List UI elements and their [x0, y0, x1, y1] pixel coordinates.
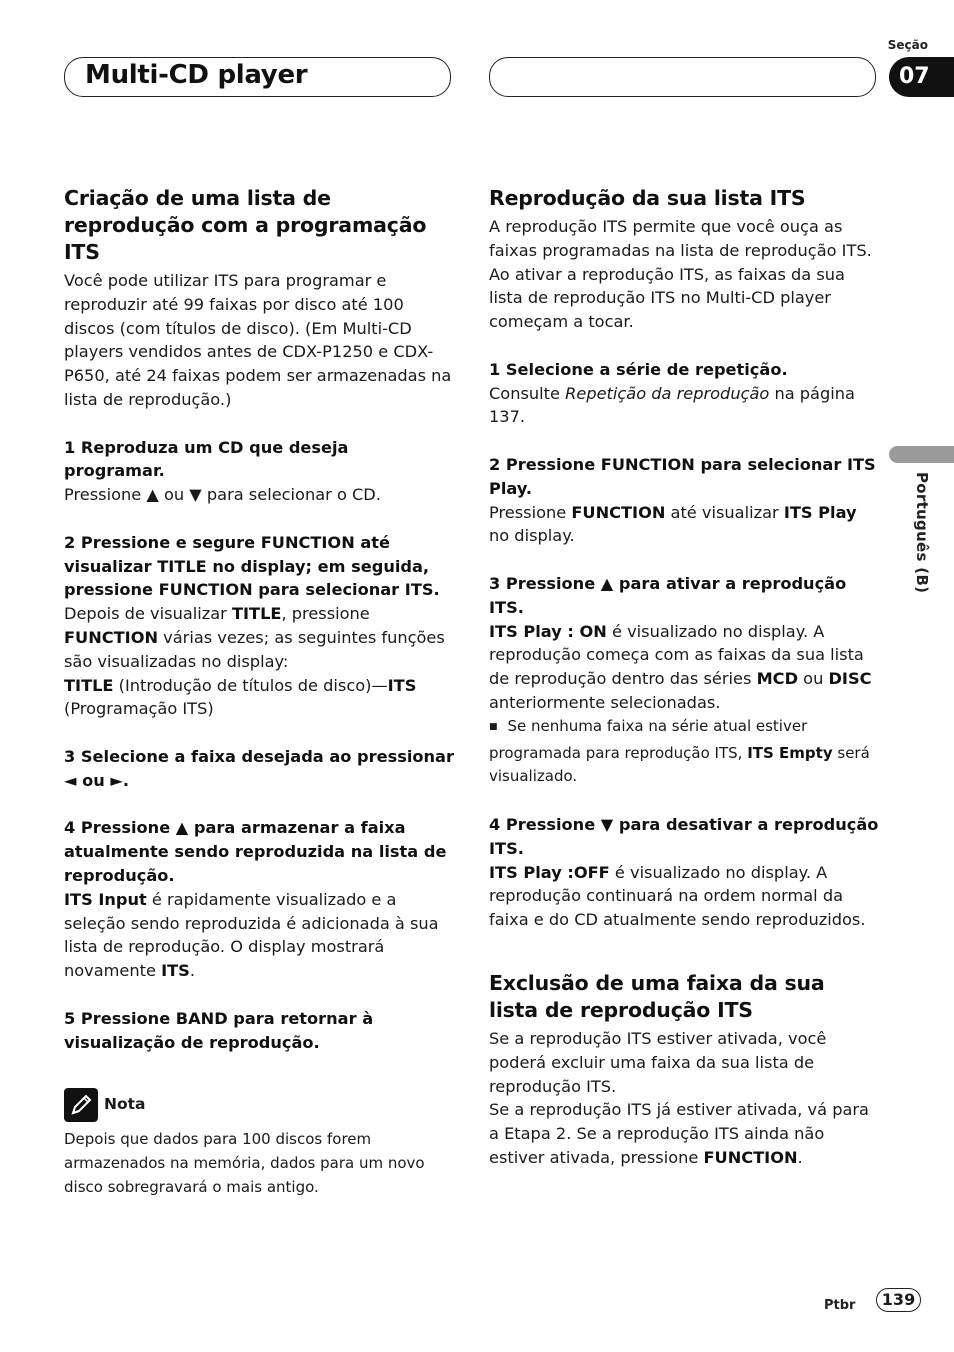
- step-3-body: ITS Play : ON é visualizado no display. A reprodução começa com as faixas da sua lista de reprodução dentro das séries MCD ou DISC anteriormente selecionadas.: [489, 621, 872, 712]
- section-number-badge: 07: [889, 57, 954, 97]
- language-label: Português (B): [913, 472, 931, 594]
- page-title: Multi-CD player: [85, 60, 308, 90]
- section-heading-playback: Reprodução da sua lista ITS: [489, 186, 806, 210]
- language-code: Ptbr: [824, 1298, 856, 1313]
- right-column: [489, 185, 879, 1170]
- bullet-note: ■ Se nenhuma faixa na série atual estiver programada para reprodução ITS, ITS Empty será visualizado.: [489, 715, 879, 789]
- intro-paragraph: A reprodução ITS permite que você ouça as faixas programadas na lista de reprodução ITS. Ao ativar a reprodução ITS, as faixas da sua lista de reprodução ITS no Multi-CD player começam a tocar.: [489, 217, 872, 332]
- title-pill: [64, 57, 451, 97]
- language-tab-marker: [889, 446, 954, 463]
- page-number: 139: [876, 1288, 921, 1312]
- up-arrow-icon: ▲: [146, 485, 159, 505]
- step-3-heading: 3 Selecione a faixa desejada ao pressionar ◄ ou ►.: [64, 746, 454, 790]
- step-4-heading: 4 Pressione ▼ para desativar a reprodução ITS.: [489, 814, 879, 858]
- section-heading-delete: Exclusão de uma faixa da sua lista de reprodução ITS: [489, 970, 825, 1022]
- step-4-body: ITS Input é rapidamente visualizado e a seleção sendo reproduzida é adicionada à sua lista de reprodução. O display mostrará novamente ITS.: [64, 889, 439, 981]
- pencil-note-icon: [64, 1088, 98, 1122]
- intro-paragraph: Você pode utilizar ITS para programar e reproduzir até 99 faixas por disco até 100 discos (com títulos de disco). (Em Multi-CD players vendidos antes de CDX-P1250 e CDX-P650, até 24 faixas podem ser armazenadas na lista de reprodução.): [64, 271, 452, 409]
- step-2-body: Depois de visualizar TITLE, pressione FUNCTION várias vezes; as seguintes funções são visualizadas no display: TITLE (Introdução de títulos de disco)—ITS (Programação ITS): [64, 604, 445, 719]
- step-1-body: Consulte Repetição da reprodução na página 137.: [489, 383, 855, 427]
- step-1-body: Pressione ▲ ou ▼ para selecionar o CD.: [64, 485, 381, 505]
- step-3-heading: 3 Pressione ▲ para ativar a reprodução ITS.: [489, 573, 847, 617]
- note-body: Depois que dados para 100 discos forem armazenados na memória, dados para um novo disco sobregravará o mais antigo.: [64, 1130, 425, 1196]
- header-blank-pill: [489, 57, 876, 97]
- step-4-body: ITS Play :OFF é visualizado no display. A reprodução continuará na ordem normal da faixa e do CD atualmente sendo reproduzidos.: [489, 862, 866, 930]
- delete-paragraph-2: Se a reprodução ITS já estiver ativada, vá para a Etapa 2. Se a reprodução ITS ainda não estiver ativada, pressione FUNCTION.: [489, 1100, 869, 1167]
- left-column: [64, 185, 454, 1200]
- step-1-heading: 1 Selecione a série de repetição.: [489, 359, 788, 379]
- down-arrow-icon: ▼: [189, 485, 202, 505]
- step-1-heading: 1 Reproduza um CD que deseja programar.: [64, 437, 349, 481]
- section-label: Seção: [887, 38, 928, 52]
- step-2-body: Pressione FUNCTION até visualizar ITS Play no display.: [489, 502, 857, 546]
- note-header: [64, 1088, 454, 1122]
- step-5-heading: 5 Pressione BAND para retornar à visualização de reprodução.: [64, 1008, 374, 1052]
- step-2-heading: 2 Pressione FUNCTION para selecionar ITS Play.: [489, 454, 876, 498]
- section-heading: Criação de uma lista de reprodução com a programação ITS: [64, 186, 427, 264]
- step-2-heading: 2 Pressione e segure FUNCTION até visualizar TITLE no display; em seguida, pressione FUNCTION para selecionar ITS.: [64, 532, 440, 600]
- note-title: Nota: [104, 1095, 146, 1114]
- step-4-heading: 4 Pressione ▲ para armazenar a faixa atualmente sendo reproduzida na lista de reprodução.: [64, 818, 447, 885]
- delete-paragraph: Se a reprodução ITS estiver ativada, você poderá excluir uma faixa da sua lista de reprodução ITS.: [489, 1028, 827, 1096]
